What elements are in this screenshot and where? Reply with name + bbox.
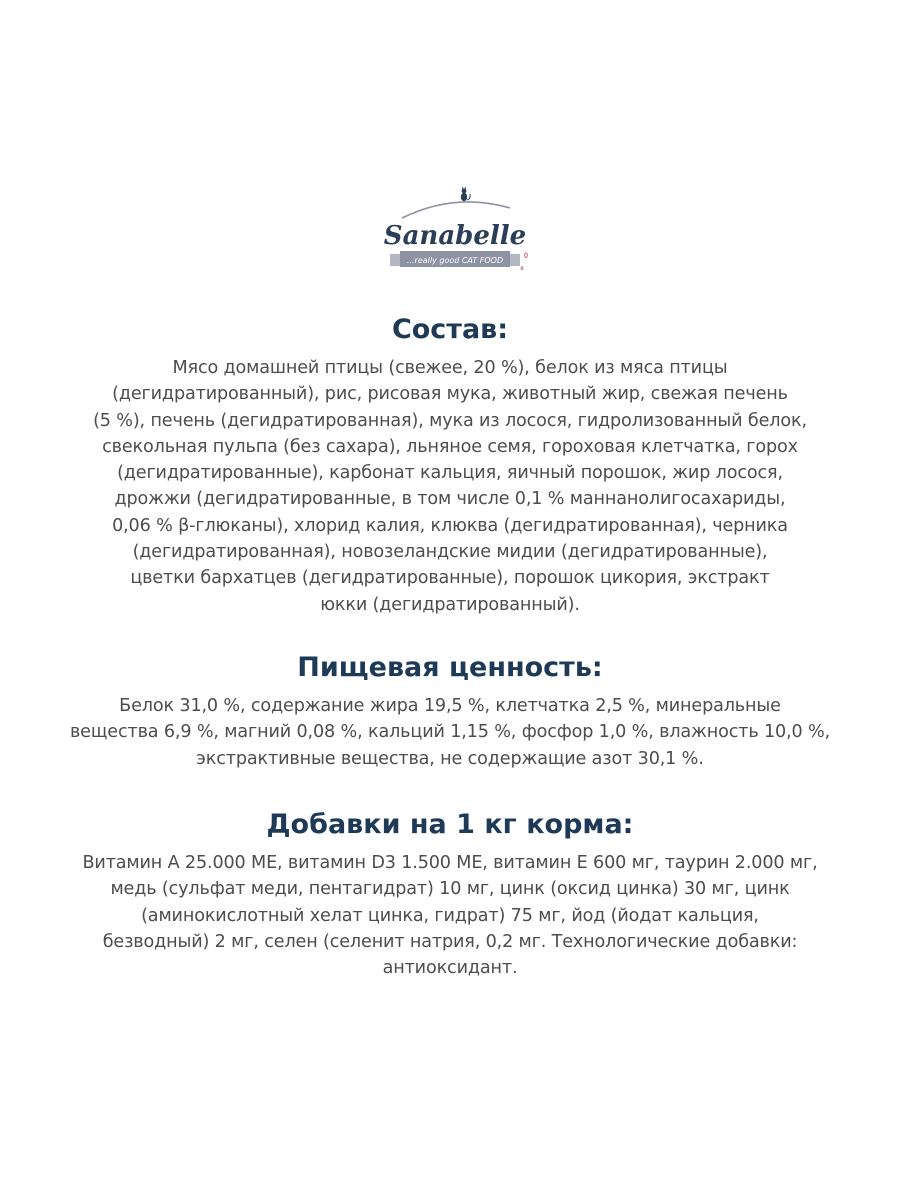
nutrition-line: Белок 31,0 %, содержание жира 19,5 %, клетчатка 2,5 %, минеральные xyxy=(119,696,781,716)
logo-ribbon xyxy=(390,251,520,267)
cat-icon xyxy=(461,187,470,202)
additives-section xyxy=(0,808,900,842)
additives-line: (аминокислотный хелат цинка, гидрат) 75 мг, йод (йодат кальция, xyxy=(141,905,759,926)
nutrition-line: экстрактивные вещества, не содержащие азот 30,1 %. xyxy=(196,748,704,769)
logo-graphic xyxy=(370,180,540,290)
additives-line: медь (сульфат меди, пентагидрат) 10 мг, цинк (оксид цинка) 30 мг, цинк xyxy=(110,879,790,900)
additives-line: Витамин А 25.000 МЕ, витамин D3 1.500 МЕ, витамин Е 600 мг, таурин 2.000 мг, xyxy=(82,853,818,873)
nutrition-section xyxy=(0,651,900,685)
composition-line: (дегидратированные), карбонат кальция, яичный порошок, жир лосося, xyxy=(117,463,783,484)
composition-line: Мясо домашней птицы (свежее, 20 %), белок из мяса птицы xyxy=(172,358,728,378)
composition-line: (дегидратированный), рис, рисовая мука, животный жир, свежая печень xyxy=(112,384,788,405)
composition-line: 0,06 % β-глюканы), хлорид калия, клюква (дегидратированная), черника xyxy=(112,515,788,536)
composition-line: (дегидратированная), новозеландские мидии (дегидратированные), xyxy=(132,542,768,563)
logo-tagline: ...really good CAT FOOD xyxy=(406,256,504,265)
composition-line: (5 %), печень (дегидратированная), мука из лосося, гидролизованный белок, xyxy=(93,410,807,431)
additives-text xyxy=(0,850,900,981)
heart-icon xyxy=(521,253,528,270)
composition-heading: Состав: xyxy=(391,314,509,345)
nutrition-heading: Пищевая ценность: xyxy=(297,652,603,683)
logo-brand-text: Sanabelle xyxy=(383,221,527,251)
composition-line: цветки бархатцев (дегидратированные), порошок цикория, экстракт xyxy=(130,568,770,589)
nutrition-text xyxy=(0,693,900,772)
composition-line: юкки (дегидратированный). xyxy=(320,594,580,615)
composition-text xyxy=(0,355,900,618)
composition-line: дрожжи (дегидратированные, в том числе 0,1 % маннанолигосахариды, xyxy=(114,489,786,510)
additives-line: антиоксидант. xyxy=(382,958,518,979)
composition-section xyxy=(0,313,900,347)
additives-line: безводный) 2 мг, селен (селенит натрия, 0,2 мг. Технологические добавки: xyxy=(102,931,798,952)
additives-heading: Добавки на 1 кг корма: xyxy=(266,809,634,840)
sanabelle-logo xyxy=(370,180,540,290)
composition-line: свекольная пульпа (без сахара), льняное семя, гороховая клетчатка, горох xyxy=(102,436,798,457)
nutrition-line: вещества 6,9 %, магний 0,08 %, кальций 1,15 %, фосфор 1,0 %, влажность 10,0 %, xyxy=(69,722,831,743)
